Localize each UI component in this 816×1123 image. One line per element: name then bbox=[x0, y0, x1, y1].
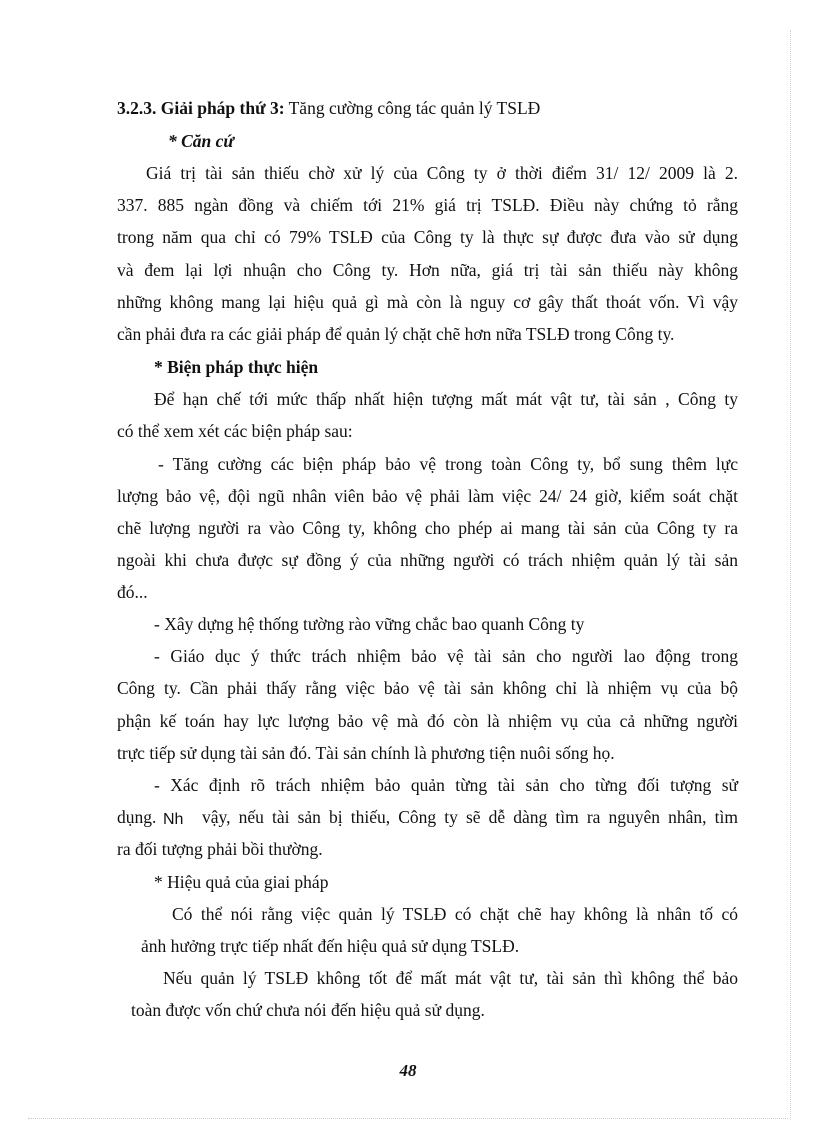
paragraph-line: những không mang lại hiệu quả gì mà còn là nguy cơ gây thất thoát vốn. Vì vậy bbox=[117, 292, 738, 312]
paragraph-line: và đem lại lợi nhuận cho Công ty. Hơn nữa, giá trị tài sản thiếu này không bbox=[117, 260, 738, 280]
paragraph-line: dụng. bbox=[117, 807, 157, 827]
paragraph-line: Nếu quản lý TSLĐ không tốt để mất mát vật tư, tài sản thì không thể bảo bbox=[163, 968, 738, 988]
subheading-effect: * Hiệu quả của giai pháp bbox=[154, 872, 329, 892]
section-number: 3.2.3. Giải pháp thứ 3: bbox=[117, 98, 285, 118]
paragraph-line: ra đối tượng phải bồi thường. bbox=[117, 839, 323, 859]
paragraph-line: cần phải đưa ra các giải pháp để quản lý chặt chẽ hơn nữa TSLĐ trong Công ty. bbox=[117, 324, 675, 344]
paragraph-line: Để hạn chế tới mức thấp nhất hiện tượng mất mát vật tư, tài sản , Công ty bbox=[154, 389, 738, 409]
paragraph-line: - Xác định rõ trách nhiệm bảo quản từng tài sản cho từng đối tượng sử bbox=[154, 775, 738, 795]
paragraph-line: toàn được vốn chứ chưa nói đến hiệu quả sử dụng. bbox=[131, 1000, 485, 1020]
paragraph-line: đó... bbox=[117, 582, 148, 602]
section-heading bbox=[117, 97, 540, 119]
paragraph-line: lượng bảo vệ, đội ngũ nhân viên bảo vệ phải làm việc 24/ 24 giờ, kiểm soát chặt bbox=[117, 486, 738, 506]
paragraph-line: vậy, nếu tài sản bị thiếu, Công ty sẽ dễ dàng tìm ra nguyên nhân, tìm bbox=[202, 807, 738, 827]
paragraph-line: Giá trị tài sản thiếu chờ xử lý của Công ty ở thời điểm 31/ 12/ 2009 là 2. bbox=[146, 163, 738, 183]
paragraph-line: - Tăng cường các biện pháp bảo vệ trong toàn Công ty, bổ sung thêm lực bbox=[158, 454, 738, 474]
paragraph-fragment: Nh bbox=[163, 811, 184, 828]
paragraph-line: 337. 885 ngàn đồng và chiếm tới 21% giá trị TSLĐ. Điều này chứng tỏ rằng bbox=[117, 195, 738, 215]
page-number: 48 bbox=[399, 1061, 417, 1080]
paragraph-line: Có thể nói rằng việc quản lý TSLĐ có chặt chẽ hay không là nhân tố có bbox=[172, 904, 738, 924]
paragraph-line: trực tiếp sử dụng tài sản đó. Tài sản chính là phương tiện nuôi sống họ. bbox=[117, 743, 615, 763]
paragraph-line: ảnh hưởng trực tiếp nhất đến hiệu quả sử dụng TSLĐ. bbox=[141, 936, 520, 956]
paragraph-line: - Giáo dục ý thức trách nhiệm bảo vệ tài sản cho người lao động trong bbox=[154, 646, 738, 666]
paragraph-line: ngoài khi chưa được sự đồng ý của những người có trách nhiệm quản lý tài sản bbox=[117, 550, 738, 570]
margin-guide-right bbox=[790, 30, 791, 1120]
section-title: Tăng cường công tác quản lý TSLĐ bbox=[284, 98, 541, 118]
paragraph-line: trong năm qua chỉ có 79% TSLĐ của Công ty là thực sự được đưa vào sử dụng bbox=[117, 227, 738, 247]
paragraph-line: chẽ lượng người ra vào Công ty, không cho phép ai mang tài sản của Công ty ra bbox=[117, 518, 738, 538]
paragraph-line: có thể xem xét các biện pháp sau: bbox=[117, 421, 353, 441]
paragraph-line: phận kế toán hay lực lượng bảo vệ mà đó còn là nhiệm vụ của cả những người bbox=[117, 711, 738, 731]
subheading-basis: * Căn cứ bbox=[168, 131, 234, 151]
margin-guide-bottom bbox=[28, 1118, 788, 1119]
paragraph-line: Công ty. Cần phải thấy rằng việc bảo vệ tài sản không chỉ là nhiệm vụ của bộ bbox=[117, 678, 738, 698]
subheading-measures: * Biện pháp thực hiện bbox=[154, 357, 319, 377]
paragraph-line: - Xây dựng hệ thống tường rào vững chắc bao quanh Công ty bbox=[154, 614, 585, 634]
